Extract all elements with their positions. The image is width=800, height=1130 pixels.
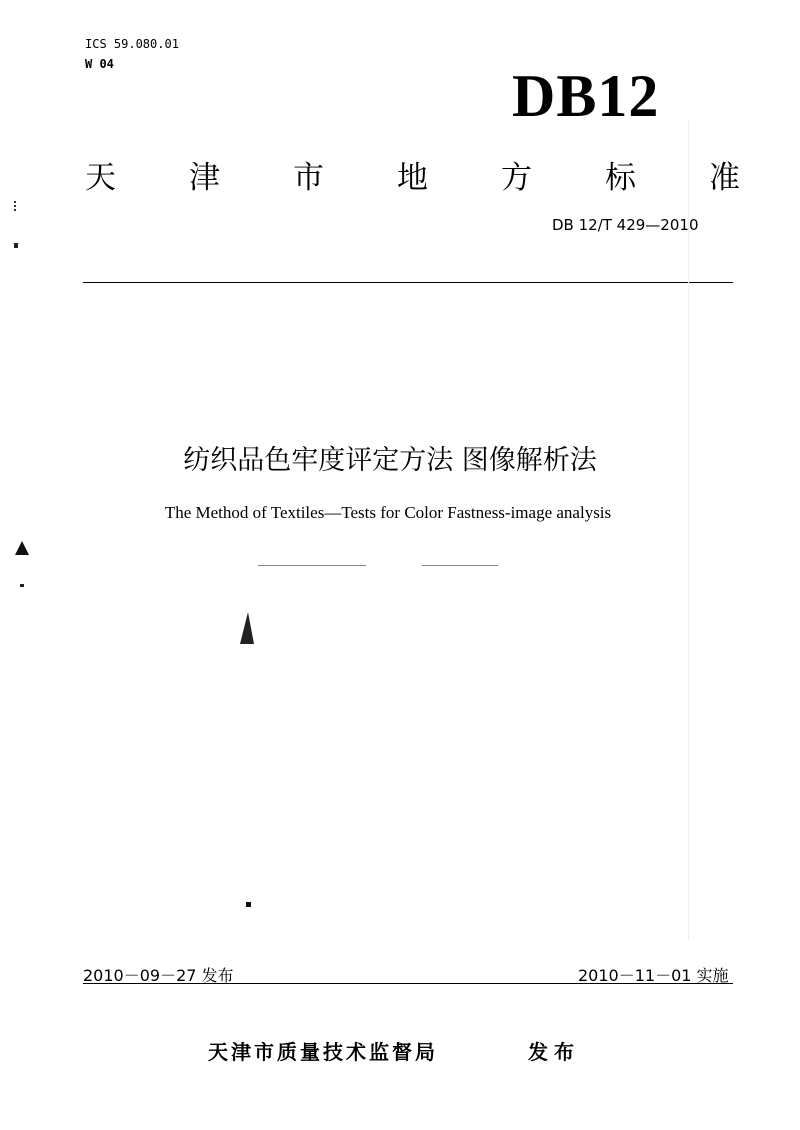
standard-type-char: 标 bbox=[605, 160, 636, 196]
scan-mark bbox=[240, 612, 254, 644]
scan-mark bbox=[15, 541, 29, 555]
scan-edge-line bbox=[688, 120, 689, 940]
scan-mark bbox=[14, 201, 20, 211]
classification-code: W 04 bbox=[85, 57, 114, 71]
issue-label: 发布 bbox=[528, 1040, 580, 1064]
standard-type-char: 市 bbox=[293, 160, 324, 196]
standard-type-char: 天 bbox=[85, 160, 116, 196]
ics-code: ICS 59.080.01 bbox=[85, 37, 179, 51]
issue-date: 2010－09－27 发布 bbox=[83, 966, 234, 985]
standard-type-char: 津 bbox=[189, 160, 220, 196]
implementation-date: 2010－11－01 实施 bbox=[578, 966, 729, 985]
title-underline-right bbox=[422, 565, 498, 566]
standard-type-char: 地 bbox=[397, 160, 428, 196]
standard-type-char: 准 bbox=[709, 160, 740, 196]
db-logo: DB12 bbox=[512, 63, 660, 129]
scan-mark bbox=[14, 243, 18, 248]
standard-type-char: 方 bbox=[501, 160, 532, 196]
standard-number: DB 12/T 429—2010 bbox=[552, 216, 699, 234]
title-underline-left bbox=[258, 565, 366, 566]
standard-type bbox=[85, 152, 740, 197]
scan-mark bbox=[246, 902, 251, 907]
top-divider bbox=[83, 282, 733, 283]
title-english: The Method of Textiles—Tests for Color Fastness-image analysis bbox=[164, 503, 612, 522]
issuing-authority: 天津市质量技术监督局 bbox=[208, 1040, 438, 1064]
title-chinese: 纺织品色牢度评定方法 图像解析法 bbox=[183, 445, 597, 476]
bottom-divider bbox=[83, 983, 733, 984]
scan-mark bbox=[20, 584, 24, 587]
